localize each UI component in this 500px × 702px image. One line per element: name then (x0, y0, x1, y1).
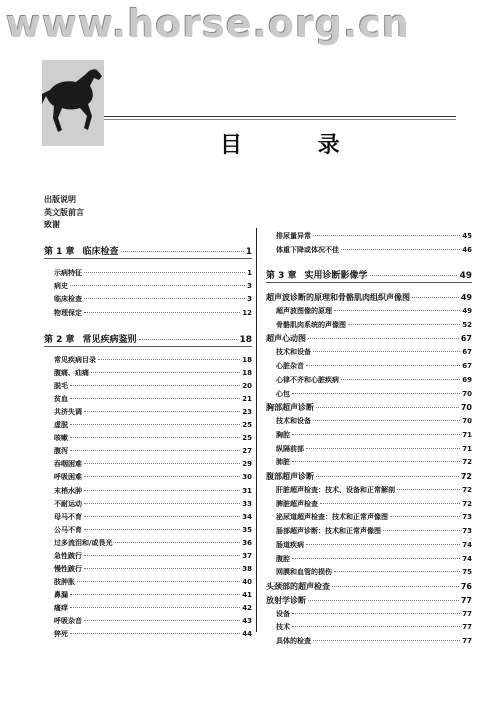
toc-entry (54, 538, 252, 548)
dot-leader (316, 476, 459, 477)
dot-leader (292, 461, 460, 462)
entry-title: 放射学诊断 (266, 596, 306, 605)
dot-leader (70, 398, 240, 399)
page-number: 77 (462, 637, 472, 645)
toc-entry (276, 306, 472, 316)
dot-leader (84, 272, 245, 273)
entry-title: 头颈部的超声检查 (266, 582, 330, 591)
page-number: 77 (460, 596, 472, 605)
entry-title: 共济失调 (54, 408, 82, 416)
dot-leader (306, 544, 460, 545)
page-number: 45 (462, 232, 472, 240)
entry-title: 技术 (276, 623, 290, 631)
dot-leader (412, 297, 459, 298)
entry-title: 临床检查 (54, 295, 82, 303)
entry-title: 泌尿道超声检查：技术和正常声像图 (276, 513, 388, 521)
page-number: 3 (247, 282, 252, 290)
page-number: 77 (462, 610, 472, 618)
dot-leader (84, 312, 240, 313)
section-heading (266, 402, 472, 413)
page-number: 77 (462, 623, 472, 631)
toc-entry (276, 540, 472, 550)
page-title: 目 录 (220, 133, 374, 158)
entry-title: 母马不育 (54, 513, 82, 521)
toc-entry (54, 281, 252, 291)
entry-title: 病史 (54, 282, 68, 290)
page-number: 38 (242, 565, 252, 573)
page-number: 25 (242, 434, 252, 442)
entry-title: 心律不齐和心脏疾病 (276, 376, 339, 384)
page-number: 73 (462, 527, 472, 535)
page-number: 23 (242, 408, 252, 416)
dot-leader (70, 633, 240, 634)
dot-leader (84, 463, 240, 464)
entry-title: 公马不育 (54, 526, 82, 534)
page-number: 70 (460, 403, 472, 412)
entry-title: 超声波诊断的原理和骨骼肌肉组织声像图 (266, 293, 410, 302)
entry-title: 不耐运动 (54, 500, 82, 508)
page-number: 74 (462, 541, 472, 549)
toc-entry (276, 347, 472, 357)
chapter-heading (266, 268, 472, 281)
entry-title: 肠道疾病 (276, 541, 304, 549)
dot-leader (70, 437, 240, 438)
toc-entry (276, 430, 472, 440)
entry-title: 末梢水肿 (54, 487, 82, 495)
entry-title: 具体的检查 (276, 637, 311, 645)
toc-entry (54, 564, 252, 574)
entry-title: 虚脱 (54, 421, 68, 429)
dot-leader (292, 626, 460, 627)
toc-entry (276, 609, 472, 619)
entry-title: 体重下降或体况不佳 (276, 246, 339, 254)
entry-title: 临床检查 (82, 247, 119, 257)
page-number: 42 (242, 604, 252, 612)
column-divider (256, 228, 257, 632)
entry-title: 设备 (276, 610, 290, 618)
horse-logo (42, 60, 104, 146)
page-number: 76 (460, 582, 472, 591)
toc-entry (54, 590, 252, 600)
front-item: 致谢 (44, 220, 60, 229)
toc-entry (54, 577, 252, 587)
page-number: 52 (462, 321, 472, 329)
toc-entry (276, 622, 472, 632)
dot-leader (308, 338, 459, 339)
page-number: 3 (247, 295, 252, 303)
dot-leader (84, 568, 240, 569)
page-number: 18 (239, 335, 252, 345)
toc-entry (276, 416, 472, 426)
page-number: 71 (462, 431, 472, 439)
page-number: 29 (242, 460, 252, 468)
entry-title: 肢肿胀 (54, 578, 75, 586)
entry-title: 网膜和血管的损伤 (276, 568, 332, 576)
toc-entry (54, 472, 252, 482)
page-number: 36 (242, 539, 252, 547)
page-number: 70 (462, 417, 472, 425)
dot-leader (84, 298, 245, 299)
dot-leader (313, 640, 460, 641)
entry-title: 技术和设备 (276, 417, 311, 425)
chapter-heading (44, 244, 252, 257)
entry-title: 腹腔 (276, 555, 290, 563)
dot-leader (306, 365, 460, 366)
site-watermark: www.horse.org.cn (6, 2, 411, 46)
entry-title: 急性跛行 (54, 552, 82, 560)
entry-title: 过多流泪和/或畏光 (54, 539, 113, 547)
dot-leader (316, 407, 459, 408)
page-number: 25 (242, 421, 252, 429)
toc-entry (54, 446, 252, 456)
page-number: 73 (462, 513, 472, 521)
toc-entry (276, 636, 472, 646)
dot-leader (84, 411, 240, 412)
entry-title: 腹泻 (54, 447, 68, 455)
page-number: 27 (242, 447, 252, 455)
toc-entry (276, 375, 472, 385)
dot-leader (292, 613, 460, 614)
dot-leader (313, 351, 460, 352)
toc-entry (276, 554, 472, 564)
dot-leader (84, 516, 240, 517)
entry-title: 腹痛、疝痛 (54, 369, 89, 377)
entry-title: 物理保定 (54, 309, 82, 317)
section-heading (266, 581, 472, 592)
toc-entry (54, 459, 252, 469)
dot-leader (306, 448, 460, 449)
entry-title: 腹部超声诊断 (266, 472, 314, 481)
page-number: 46 (462, 246, 472, 254)
toc-entry (276, 320, 472, 330)
entry-title: 肝脏超声检查：技术、设备和正常解剖 (276, 486, 395, 494)
entry-title: 实用诊断影像学 (304, 271, 368, 281)
page-number: 71 (462, 445, 472, 453)
front-matter (44, 194, 84, 232)
toc-entry (276, 389, 472, 399)
dot-leader (84, 476, 240, 477)
dot-leader (70, 594, 240, 595)
entry-title: 猝死 (54, 630, 68, 638)
entry-title: 脱毛 (54, 382, 68, 390)
toc-entry (54, 407, 252, 417)
dot-leader (313, 420, 460, 421)
entry-title: 贫血 (54, 395, 68, 403)
front-item: 出版说明 (44, 195, 76, 204)
toc-entry (54, 433, 252, 443)
page-number: 67 (462, 362, 472, 370)
page-number: 33 (242, 500, 252, 508)
page-number: 1 (245, 247, 252, 257)
chapter-rule (266, 282, 472, 283)
page-number: 67 (462, 348, 472, 356)
entry-title: 排尿量异常 (276, 232, 311, 240)
toc-entry (54, 486, 252, 496)
entry-title: 瘙痒 (54, 604, 68, 612)
page-number: 72 (462, 500, 472, 508)
toc-entry (54, 629, 252, 639)
page-number: 49 (460, 293, 472, 302)
entry-title: 咳嗽 (54, 434, 68, 442)
dot-leader (91, 372, 240, 373)
dot-leader (70, 607, 240, 608)
dot-leader (84, 555, 240, 556)
dot-leader (84, 620, 240, 621)
entry-title: 呼吸杂音 (54, 617, 82, 625)
section-heading (266, 292, 472, 303)
section-heading (266, 333, 472, 344)
dot-leader (334, 310, 460, 311)
page-number: 40 (242, 578, 252, 586)
dot-leader (341, 379, 460, 380)
chapter-rule (44, 346, 252, 347)
dot-leader (121, 251, 244, 252)
toc-entry (276, 231, 472, 241)
page-number: 1 (247, 269, 252, 277)
dot-leader (390, 516, 460, 517)
horse-silhouette-icon (42, 60, 104, 146)
dot-leader (70, 424, 240, 425)
dot-leader (332, 586, 459, 587)
toc-entry (54, 499, 252, 509)
dot-leader (70, 385, 240, 386)
entry-title: 慢性跛行 (54, 565, 82, 573)
entry-title: 肺脏 (276, 458, 290, 466)
toc-entry (54, 616, 252, 626)
toc-entry (54, 551, 252, 561)
dot-leader (313, 235, 460, 236)
toc-entry (54, 355, 252, 365)
page-number: 72 (462, 458, 472, 466)
dot-leader (139, 339, 238, 340)
page-number: 35 (242, 526, 252, 534)
dot-leader (70, 285, 245, 286)
page-number: 67 (460, 334, 472, 343)
page-number: 34 (242, 513, 252, 521)
dot-leader (70, 450, 240, 451)
entry-title: 技术和设备 (276, 348, 311, 356)
dot-leader (341, 249, 460, 250)
chapter-number: 第 3 章 (266, 271, 297, 281)
chapter-rule (44, 258, 252, 259)
dot-leader (115, 542, 241, 543)
dot-leader (292, 393, 460, 394)
page-number: 74 (462, 555, 472, 563)
toc-entry (276, 499, 472, 509)
toc-entry (276, 512, 472, 522)
entry-title: 心脏杂音 (276, 362, 304, 370)
dot-leader (292, 434, 460, 435)
entry-title: 示病特征 (54, 269, 82, 277)
toc-entry (276, 361, 472, 371)
page-number: 31 (242, 487, 252, 495)
page-number: 20 (242, 382, 252, 390)
dot-leader (370, 275, 458, 276)
entry-title: 肠部超声诊断：技术和正常声像图 (276, 527, 381, 535)
title-rule (104, 116, 456, 117)
dot-leader (348, 324, 460, 325)
toc-entry (54, 394, 252, 404)
chapter-number: 第 2 章 (44, 335, 75, 345)
front-item: 英文版前言 (44, 207, 84, 217)
section-heading (266, 595, 472, 606)
toc-entry (276, 485, 472, 495)
toc-entry (276, 245, 472, 255)
entry-title: 常见疾病鉴别 (82, 335, 137, 345)
page-number: 44 (242, 630, 252, 638)
dot-leader (77, 581, 240, 582)
entry-title: 常见疾病目录 (54, 356, 96, 364)
entry-title: 骨骼肌肉系统的声像图 (276, 321, 346, 329)
page-number: 70 (462, 390, 472, 398)
toc-entry (54, 525, 252, 535)
entry-title: 脾脏超声检查 (276, 500, 318, 508)
dot-leader (308, 600, 459, 601)
dot-leader (292, 558, 460, 559)
toc-entry (54, 294, 252, 304)
page-number: 69 (462, 376, 472, 384)
page-number: 49 (459, 271, 472, 281)
toc-entry (276, 457, 472, 467)
page-number: 18 (242, 369, 252, 377)
chapter-heading (44, 332, 252, 345)
page-number: 43 (242, 617, 252, 625)
page-number: 21 (242, 395, 252, 403)
toc-entry (54, 368, 252, 378)
dot-leader (98, 359, 240, 360)
dot-leader (383, 530, 460, 531)
entry-title: 吞咽困难 (54, 460, 82, 468)
dot-leader (320, 503, 460, 504)
page-number: 49 (462, 307, 472, 315)
dot-leader (397, 489, 460, 490)
page-number: 37 (242, 552, 252, 560)
entry-title: 胸部超声诊断 (266, 403, 314, 412)
entry-title: 呼吸困难 (54, 473, 82, 481)
toc-entry (276, 567, 472, 577)
entry-title: 鼻漏 (54, 591, 68, 599)
toc-entry (54, 512, 252, 522)
page-number: 30 (242, 473, 252, 481)
toc-entry (54, 381, 252, 391)
dot-leader (334, 571, 460, 572)
dot-leader (84, 490, 240, 491)
toc-entry (276, 526, 472, 536)
entry-title: 纵隔前部 (276, 445, 304, 453)
toc-entry (54, 603, 252, 613)
page-number: 75 (462, 568, 472, 576)
section-heading (266, 471, 472, 482)
toc-entry (54, 308, 252, 318)
title-rule-secondary (104, 119, 456, 120)
page-number: 72 (462, 486, 472, 494)
page-number: 72 (460, 472, 472, 481)
dot-leader (84, 503, 240, 504)
entry-title: 胸腔 (276, 431, 290, 439)
toc-entry (276, 444, 472, 454)
page-number: 41 (242, 591, 252, 599)
toc-entry (54, 268, 252, 278)
page-number: 18 (242, 356, 252, 364)
page-number: 12 (242, 309, 252, 317)
chapter-number: 第 1 章 (44, 247, 75, 257)
entry-title: 超声心动图 (266, 334, 306, 343)
toc-entry (54, 420, 252, 430)
dot-leader (84, 529, 240, 530)
entry-title: 超声波图像的原理 (276, 307, 332, 315)
entry-title: 心包 (276, 390, 290, 398)
